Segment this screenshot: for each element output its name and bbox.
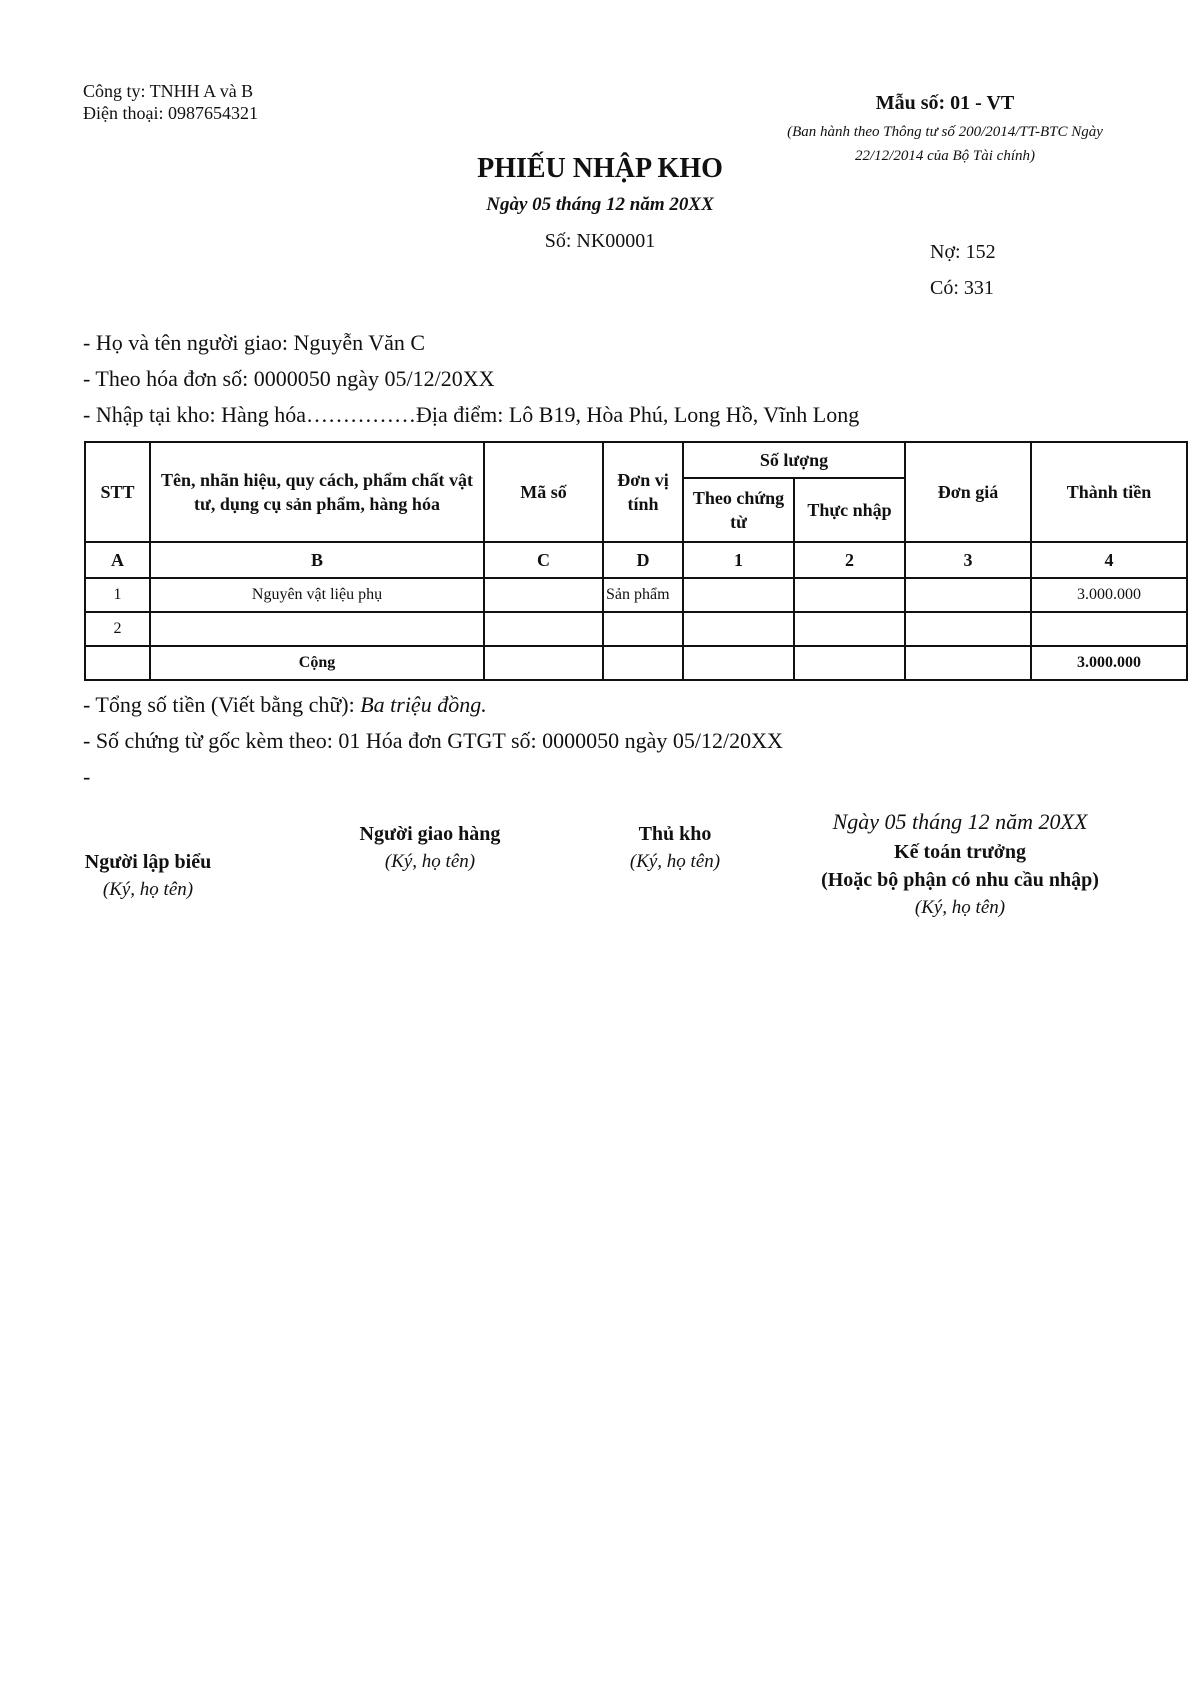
cell-code [484,578,603,612]
cell-qty-actual [794,578,905,612]
goods-table [84,441,1188,681]
company-name: Công ty: TNHH A và B [83,81,254,101]
total-empty-cell [603,646,683,680]
storekeeper-role: Thủ kho [638,823,712,845]
signature-date: Ngày 05 tháng 12 năm 20XX [832,809,1088,834]
chief-accountant-hint: (Ký, họ tên) [914,897,1006,918]
header-qty-actual: Thực nhập [794,478,905,542]
header-name: Tên, nhãn hiệu, quy cách, phẩm chất vật tư, dụng cụ sản phẩm, hàng hóa [150,442,484,542]
col-label: D [603,542,683,578]
preparer-signature [64,848,232,904]
header-code: Mã số [484,442,603,542]
deliverer-role: Người giao hàng [359,823,501,845]
header-stt: STT [85,442,150,542]
cell-amount [1031,612,1187,646]
cell-qty-doc [683,612,794,646]
total-empty-cell [683,646,794,680]
total-empty-cell [905,646,1031,680]
total-empty-cell [484,646,603,680]
header-price: Đơn giá [905,442,1031,542]
storekeeper-signature [590,820,760,876]
cell-code [484,612,603,646]
invoice-line: - Theo hóa đơn số: 0000050 ngày 05/12/20XX [83,366,495,391]
chief-accountant-signature [790,809,1130,922]
amount-in-words: Ba triệu đồng. [360,692,487,717]
col-label: C [484,542,603,578]
debit-account: Nợ: 152 [930,241,996,263]
col-label: B [150,542,484,578]
amount-in-words-prefix: - Tổng số tiền (Viết bằng chữ): [83,692,361,717]
header-unit: Đơn vị tính [603,442,683,542]
cell-qty-actual [794,612,905,646]
chief-accountant-role-sub: (Hoặc bộ phận có nhu cầu nhập) [821,869,1099,891]
ledger-accounts [930,234,996,306]
deliverer-line: - Họ và tên người giao: Nguyễn Văn C [83,330,426,355]
cell-unit [603,612,683,646]
form-code-block [780,90,1110,168]
cell-price [905,578,1031,612]
col-label: A [85,542,150,578]
cell-name [150,612,484,646]
cell-stt: 2 [85,612,150,646]
credit-account: Có: 331 [930,277,994,299]
header-amount: Thành tiền [1031,442,1187,542]
form-code: Mẫu số: 01 - VT [875,92,1015,114]
total-empty-cell [794,646,905,680]
attached-documents-line: - Số chứng từ gốc kèm theo: 01 Hóa đơn GTGT số: 0000050 ngày 05/12/20XX [83,728,783,753]
cell-amount: 3.000.000 [1031,578,1187,612]
deliverer-signature [320,820,540,876]
company-block [83,80,258,124]
receipt-info [83,325,859,433]
cell-qty-doc [683,578,794,612]
footer-info [83,687,783,795]
total-label: Cộng [150,646,484,680]
header-qty-doc: Theo chứng từ [683,478,794,542]
storekeeper-hint: (Ký, họ tên) [629,851,721,872]
header-quantity: Số lượng [683,442,905,478]
extra-line: - [83,764,91,789]
total-amount: 3.000.000 [1031,646,1187,680]
amount-in-words-line [83,687,783,723]
col-label: 3 [905,542,1031,578]
deliverer-hint: (Ký, họ tên) [384,851,476,872]
preparer-role: Người lập biểu [84,851,212,873]
cell-name: Nguyên vật liệu phụ [150,578,484,612]
table-row [85,578,1187,612]
document-number: Số: NK00001 [544,230,656,252]
page-title: PHIẾU NHẬP KHO [477,153,723,184]
total-row [85,646,1187,680]
cell-unit: Sản phẩm [603,578,683,612]
cell-price [905,612,1031,646]
preparer-hint: (Ký, họ tên) [102,879,194,900]
warehouse-line: - Nhập tại kho: Hàng hóa……………Địa điểm: Lô B19, Hòa Phú, Long Hồ, Vĩnh Long [83,402,860,427]
col-label: 2 [794,542,905,578]
col-label: 4 [1031,542,1187,578]
document-date: Ngày 05 tháng 12 năm 20XX [486,194,714,215]
company-phone: Điện thoại: 0987654321 [83,103,258,123]
cell-stt: 1 [85,578,150,612]
table-row [85,612,1187,646]
column-label-row [85,542,1187,578]
form-basis: (Ban hành theo Thông tư số 200/2014/TT-BTC Ngày 22/12/2014 của Bộ Tài chính) [787,124,1103,164]
col-label: 1 [683,542,794,578]
total-empty-cell [85,646,150,680]
chief-accountant-role: Kế toán trưởng [894,841,1026,863]
